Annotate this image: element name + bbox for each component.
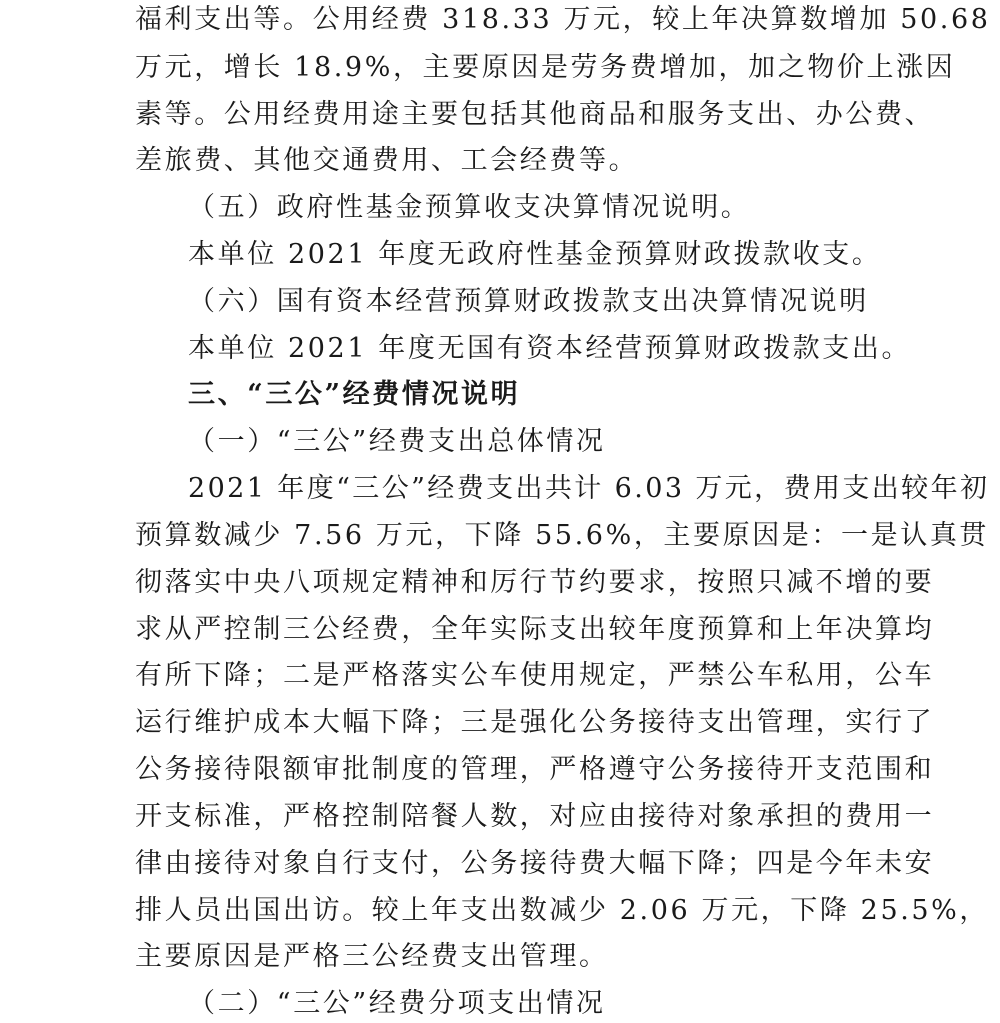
section-heading: （一）“三公”经费支出总体情况: [188, 426, 606, 457]
paragraph-line: 公务接待限额审批制度的管理，严格遵守公务接待开支范围和: [135, 754, 935, 785]
paragraph-line: 求从严控制三公经费，全年实际支出较年度预算和上年决算均: [135, 614, 935, 645]
section-heading: （五）政府性基金预算收支决算情况说明。: [188, 192, 751, 223]
paragraph-line: 预算数减少 7.56 万元，下降 55.6%，主要原因是：一是认真贯: [135, 520, 990, 551]
paragraph-line: 2021 年度“三公”经费支出共计 6.03 万元，费用支出较年初: [188, 473, 990, 504]
section-heading: （六）国有资本经营预算财政拨款支出决算情况说明: [188, 286, 869, 317]
paragraph-line: 运行维护成本大幅下降；三是强化公务接待支出管理，实行了: [135, 707, 935, 738]
paragraph-line: 排人员出国出访。较上年支出数减少 2.06 万元，下降 25.5%，: [135, 895, 990, 926]
paragraph-line: 差旅费、其他交通费用、工会经费等。: [135, 145, 639, 176]
paragraph-line: 律由接待对象自行支付，公务接待费大幅下降；四是今年未安: [135, 848, 935, 879]
paragraph-line: 开支标准，严格控制陪餐人数，对应由接待对象承担的费用一: [135, 801, 935, 832]
paragraph-line: 本单位 2021 年度无政府性基金预算财政拨款收支。: [188, 239, 882, 270]
chapter-heading: 三、“三公”经费情况说明: [188, 379, 521, 410]
paragraph-line: 本单位 2021 年度无国有资本经营预算财政拨款支出。: [188, 333, 912, 364]
section-heading: （二）“三公”经费分项支出情况: [188, 988, 606, 1019]
paragraph-line: 主要原因是严格三公经费支出管理。: [135, 941, 609, 972]
paragraph-line: 有所下降；二是严格落实公车使用规定，严禁公车私用，公车: [135, 660, 935, 691]
paragraph-line: 福利支出等。公用经费 318.33 万元，较上年决算数增加 50.68: [135, 4, 991, 35]
paragraph-line: 素等。公用经费用途主要包括其他商品和服务支出、办公费、: [135, 99, 935, 130]
paragraph-line: 万元，增长 18.9%，主要原因是劳务费增加，加之物价上涨因: [135, 52, 956, 83]
paragraph-line: 彻落实中央八项规定精神和厉行节约要求，按照只减不增的要: [135, 567, 935, 598]
